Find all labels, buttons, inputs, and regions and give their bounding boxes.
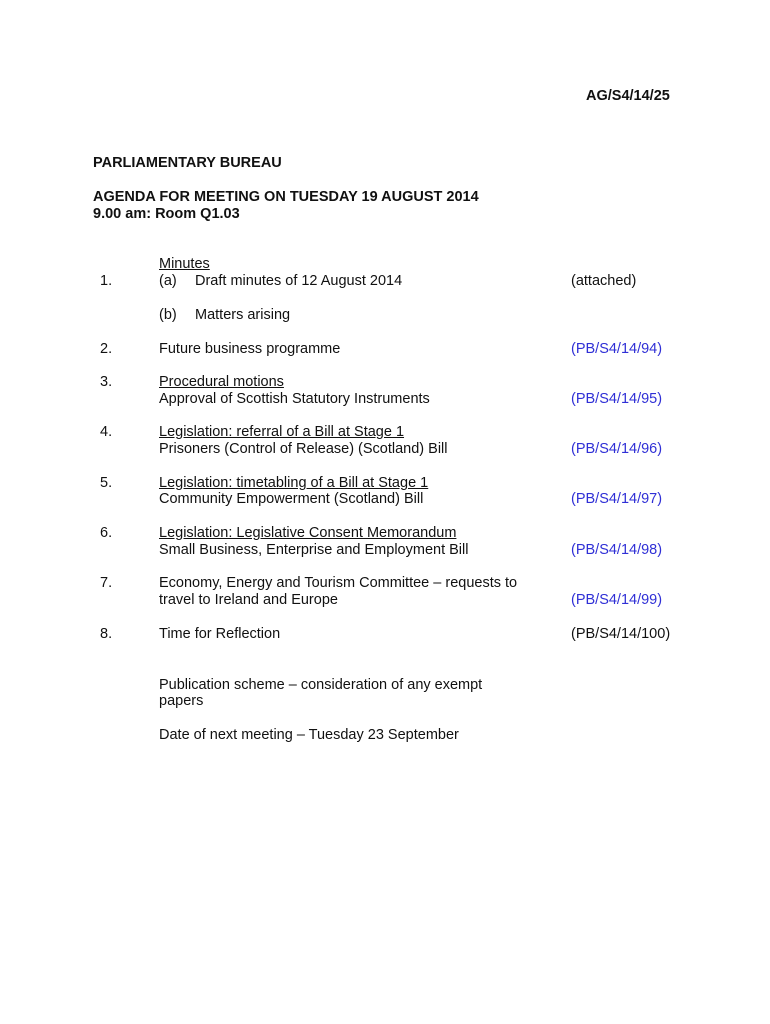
item-5-text: Community Empowerment (Scotland) Bill	[159, 491, 424, 507]
item-8-reference: (PB/S4/14/100)	[571, 626, 671, 642]
next-meeting-date: Date of next meeting – Tuesday 23 September	[159, 727, 459, 743]
item-1a-reference: (attached)	[571, 273, 637, 289]
item-7-number: 7.	[100, 575, 113, 591]
item-2-reference-link[interactable]: (PB/S4/14/94)	[571, 341, 663, 357]
item-1b-label: (b)	[159, 307, 177, 323]
item-3-reference-link[interactable]: (PB/S4/14/95)	[571, 391, 663, 407]
item-6-text: Small Business, Enterprise and Employment Bill	[159, 542, 469, 558]
item-1b-text: Matters arising	[195, 307, 291, 323]
agenda-title: AGENDA FOR MEETING ON TUESDAY 19 AUGUST 2014	[93, 189, 479, 205]
item-3-text: Approval of Scottish Statutory Instruments	[159, 391, 430, 407]
item-1a-label: (a)	[159, 273, 177, 289]
publication-scheme-line-2: papers	[159, 693, 204, 709]
organisation-title: PARLIAMENTARY BUREAU	[93, 155, 282, 171]
item-5-heading: Legislation: timetabling of a Bill at Stage 1	[159, 475, 429, 491]
item-4-text: Prisoners (Control of Release) (Scotland) Bill	[159, 441, 448, 457]
item-3-number: 3.	[100, 374, 113, 390]
item-4-number: 4.	[100, 424, 113, 440]
item-1-number: 1.	[100, 273, 113, 289]
publication-scheme-line-1: Publication scheme – consideration of any exempt	[159, 677, 483, 693]
item-1a-text: Draft minutes of 12 August 2014	[195, 273, 403, 289]
document-reference: AG/S4/14/25	[586, 88, 670, 104]
item-2-number: 2.	[100, 341, 113, 357]
item-6-heading: Legislation: Legislative Consent Memorandum	[159, 525, 457, 541]
item-2-text: Future business programme	[159, 341, 341, 357]
meeting-time-room: 9.00 am: Room Q1.03	[93, 206, 240, 222]
item-7-reference-link[interactable]: (PB/S4/14/99)	[571, 592, 663, 608]
item-4-heading: Legislation: referral of a Bill at Stage 1	[159, 424, 405, 440]
item-5-reference-link[interactable]: (PB/S4/14/97)	[571, 491, 663, 507]
item-7-text-line-2: travel to Ireland and Europe	[159, 592, 338, 608]
item-4-reference-link[interactable]: (PB/S4/14/96)	[571, 441, 663, 457]
item-8-number: 8.	[100, 626, 113, 642]
item-6-number: 6.	[100, 525, 113, 541]
item-6-reference-link[interactable]: (PB/S4/14/98)	[571, 542, 663, 558]
item-8-text: Time for Reflection	[159, 626, 281, 642]
item-1-heading: Minutes	[159, 256, 210, 272]
item-3-heading: Procedural motions	[159, 374, 284, 390]
item-5-number: 5.	[100, 475, 113, 491]
item-7-text-line-1: Economy, Energy and Tourism Committee – requests to	[159, 575, 518, 591]
